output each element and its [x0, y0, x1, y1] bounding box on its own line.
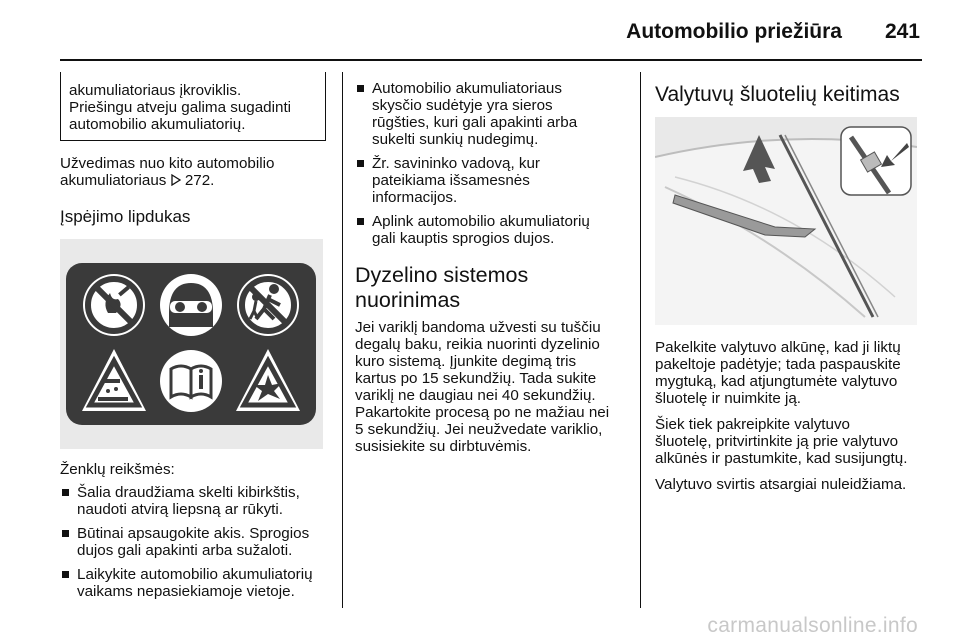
text-line: kartus po 15 sekundžių. Tada sukite [355, 370, 597, 387]
text-line: skysčio sudėtyje yra sieros [372, 97, 553, 114]
text-line: naudoti atvirą liepsną ar rūkyti. [77, 501, 283, 518]
detail-inset [841, 127, 911, 195]
text-line: gali kauptis sprogios dujos. [372, 230, 555, 247]
arrow-ref-icon [171, 172, 181, 189]
text-line: šluotelę ir nuimkite ją. [655, 390, 802, 407]
text-line: vaikams nepasiekiamoje vietoje. [77, 583, 295, 600]
text-line: Laikykite automobilio akumuliatorių [77, 566, 313, 583]
page-number: 241 [884, 20, 920, 43]
wiper-replacement-heading: Valytuvų šluotelių keitimas [655, 83, 900, 106]
text-segment: akumuliatoriaus [60, 172, 167, 189]
list-item [355, 213, 627, 247]
heading-line: Dyzelino sistemos [355, 263, 529, 287]
header-rule [60, 59, 922, 61]
eye-protection-icon [160, 274, 222, 336]
text-line: 5 sekundžių. Jei neužvedate variklio, [355, 421, 603, 438]
text-line: rūgšties, kuri gali apakinti arba [372, 114, 578, 131]
wiper-step3-paragraph [655, 476, 925, 493]
wiper-step1-paragraph [655, 339, 925, 407]
text-line: mygtuką, kad atjungtumėte valytuvo [655, 373, 898, 390]
signs-meaning-list-continued [355, 80, 627, 247]
text-line: kuro sistemą. Įjunkite degimą tris [355, 353, 577, 370]
diesel-bleeding-paragraph [355, 319, 627, 455]
text-line: variklį ne daugiau nei 40 sekundžių. [355, 387, 596, 404]
list-item [355, 155, 627, 206]
wiper-illustration [655, 117, 917, 325]
jump-start-paragraph [60, 155, 328, 189]
notice-line: Priešingu atveju galima sugadinti [69, 99, 292, 116]
text-line: Valytuvo svirtis atsargiai nuleidžiama. [655, 476, 907, 493]
wiper-step2-paragraph [655, 416, 925, 467]
signs-meaning-list [60, 484, 328, 600]
signs-meaning-label: Ženklų reikšmės: [60, 461, 175, 478]
keep-children-away-icon [237, 274, 299, 336]
text-line: susisiekite su dirbtuvėmis. [355, 438, 532, 455]
text-line: Automobilio akumuliatoriaus [372, 80, 562, 97]
heading-line: nuorinimas [355, 288, 461, 312]
page-reference-link[interactable]: 272. [184, 172, 215, 189]
no-fire-icon [83, 274, 145, 336]
warning-label-heading: Įspėjimo lipdukas [60, 207, 191, 226]
text-line: Žr. savininko vadovą, kur [372, 155, 540, 172]
text-line [60, 172, 328, 189]
column-right [655, 76, 925, 493]
text-line: degalų baku, reikia nuorinti dyzelinio [355, 336, 600, 353]
text-line: Aplink automobilio akumuliatorių [372, 213, 590, 230]
list-item [60, 525, 328, 559]
notice-line: automobilio akumuliatorių. [69, 116, 246, 133]
text-line: Būtinai apsaugokite akis. Sprogios [77, 525, 310, 542]
text-line: sukelti sunkių nudegimų. [372, 131, 539, 148]
column-divider [342, 72, 343, 608]
text-line: dujos gali apakinti arba sužaloti. [77, 542, 293, 559]
text-line: alkūnės ir pastumkite, kad susijungtų. [655, 450, 908, 467]
notice-line: akumuliatoriaus įkroviklis. [69, 82, 242, 99]
column-divider [640, 72, 641, 608]
text-line: Šalia draudžiama skelti kibirkštis, [77, 484, 300, 501]
watermark-text: carmanualsonline.info [707, 614, 918, 637]
text-line: šluotelę, pritvirtinkite ją prie valytuvo [655, 433, 899, 450]
diesel-bleeding-heading [355, 263, 627, 313]
text-line: Užvedimas nuo kito automobilio [60, 155, 275, 172]
page-header [0, 0, 960, 60]
text-line: Pakartokite procesą po ne mažiau nei [355, 404, 610, 421]
text-line: Šiek tiek pakreipkite valytuvo [655, 416, 850, 433]
column-middle [355, 80, 627, 455]
list-item [355, 80, 627, 148]
text-line: Jei variklį bandoma užvesti su tuščiu [355, 319, 601, 336]
warning-label-illustration [60, 239, 323, 449]
section-title: Automobilio priežiūra [626, 20, 842, 43]
notice-box [60, 72, 326, 141]
list-item [60, 566, 328, 600]
manual-icon [160, 350, 222, 412]
column-left [60, 72, 328, 607]
list-item [60, 484, 328, 518]
text-line: pateikiama išsamesnės [372, 172, 530, 189]
text-line: Pakelkite valytuvo alkūnę, kad ji liktų [655, 339, 901, 356]
text-line: pakeltoje padėtyje; tada paspauskite [655, 356, 901, 373]
text-line: informacijos. [372, 189, 458, 206]
